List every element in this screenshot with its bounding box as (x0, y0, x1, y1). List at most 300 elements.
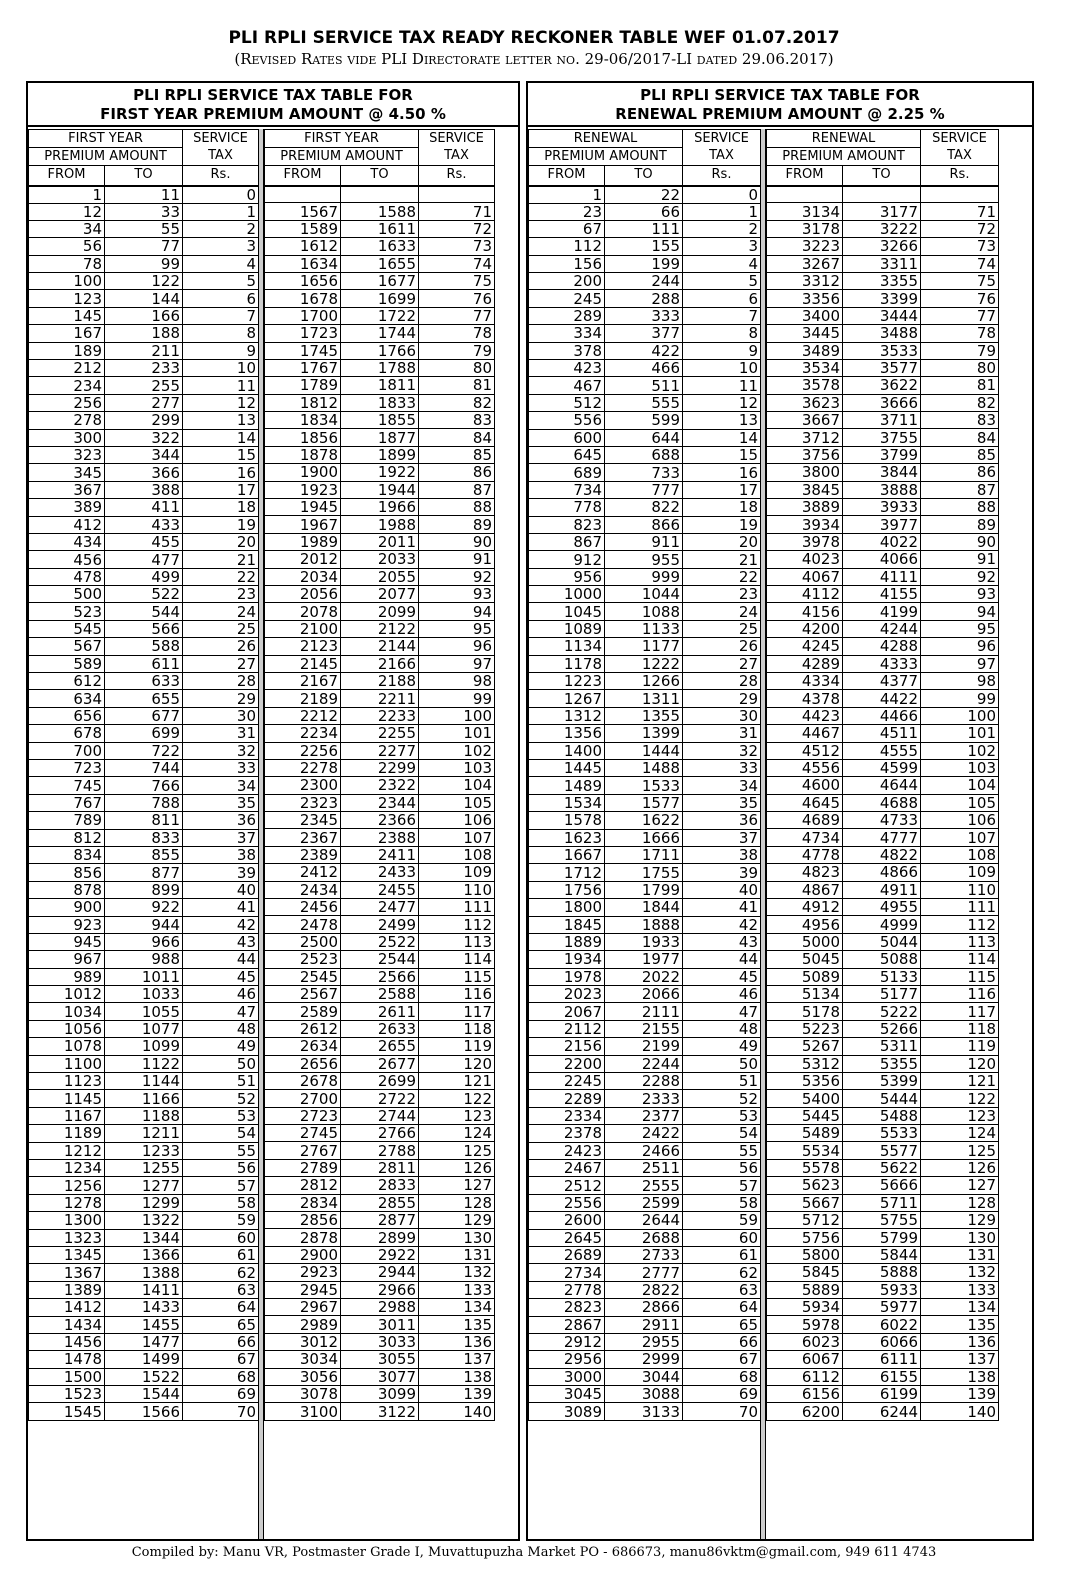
table-row (265, 481, 495, 498)
table-row (265, 1090, 495, 1107)
table-row (529, 568, 761, 585)
table-row (529, 1299, 761, 1316)
to-cell: 6199 (843, 1385, 921, 1402)
table-row (29, 846, 259, 863)
to-cell: 3888 (843, 481, 921, 498)
to-cell: 2733 (605, 1246, 683, 1263)
from-cell: 212 (29, 360, 105, 377)
to-cell: 2455 (341, 881, 419, 898)
from-cell: 2345 (265, 812, 341, 829)
from-cell: 923 (29, 916, 105, 933)
tax-cell: 125 (419, 1142, 495, 1159)
table-row (265, 1142, 495, 1159)
from-cell: 4378 (767, 690, 843, 707)
tax-cell: 46 (683, 986, 761, 1003)
table-row (767, 516, 999, 533)
from-cell: 1656 (265, 272, 341, 289)
table-row (265, 1281, 495, 1298)
to-cell: 166 (105, 307, 183, 324)
tax-cell: 24 (683, 603, 761, 620)
table-row (767, 603, 999, 620)
to-cell: 2811 (341, 1159, 419, 1176)
table-row (265, 603, 495, 620)
tax-cell: 96 (921, 638, 999, 655)
table-row (767, 1229, 999, 1246)
tax-cell: 122 (419, 1090, 495, 1107)
from-cell: 23 (529, 203, 605, 220)
from-cell: 1745 (265, 342, 341, 359)
from-cell: 2289 (529, 1090, 605, 1107)
tax-cell: 123 (921, 1107, 999, 1124)
from-cell: 3267 (767, 255, 843, 272)
to-cell: 955 (605, 551, 683, 568)
tax-cell: 104 (419, 777, 495, 794)
tax-cell: 68 (683, 1368, 761, 1385)
to-cell: 3311 (843, 255, 921, 272)
from-cell: 1234 (29, 1159, 105, 1176)
to-cell: 2055 (341, 568, 419, 585)
table-row (265, 1072, 495, 1089)
table-row (265, 777, 495, 794)
table-row (29, 1368, 259, 1385)
tax-cell: 131 (419, 1246, 495, 1263)
to-cell: 1577 (605, 794, 683, 811)
to-cell: 1366 (105, 1246, 183, 1263)
table-row (529, 429, 761, 446)
to-cell: 822 (605, 499, 683, 516)
table-row (29, 586, 259, 603)
from-cell: 3623 (767, 394, 843, 411)
from-cell: 100 (29, 273, 105, 290)
to-cell: 1266 (605, 673, 683, 690)
renewal-table-a (528, 129, 761, 1421)
from-cell: 2112 (529, 1020, 605, 1037)
tax-cell: 108 (921, 846, 999, 863)
tax-cell: 27 (183, 655, 259, 672)
tax-cell: 131 (921, 1246, 999, 1263)
table-row (767, 812, 999, 829)
first-year-heading-line2: FIRST YEAR PREMIUM AMOUNT @ 4.50 % (100, 105, 446, 123)
from-cell: 456 (29, 551, 105, 568)
from-header: FROM (29, 166, 105, 186)
tax-cell: 116 (921, 985, 999, 1002)
table-row (29, 1107, 259, 1124)
table-row (767, 359, 999, 376)
table-row (265, 690, 495, 707)
from-cell: 834 (29, 846, 105, 863)
from-cell: 1045 (529, 603, 605, 620)
tax-cell: 79 (419, 342, 495, 359)
from-cell: 4734 (767, 829, 843, 846)
renewal-heading-line2: RENEWAL PREMIUM AMOUNT @ 2.25 % (615, 105, 945, 123)
from-cell: 989 (29, 968, 105, 985)
to-cell: 2122 (341, 620, 419, 637)
from-cell: 4556 (767, 759, 843, 776)
from-cell: 5356 (767, 1072, 843, 1089)
to-cell: 2477 (341, 899, 419, 916)
from-cell: 12 (29, 203, 105, 220)
from-cell: 4289 (767, 655, 843, 672)
tax-cell: 80 (419, 359, 495, 376)
from-cell: 245 (529, 290, 605, 307)
to-cell: 1322 (105, 1212, 183, 1229)
table-row (529, 1229, 761, 1246)
table-row (265, 238, 495, 255)
from-cell: 2512 (529, 1177, 605, 1194)
tax-cell: 66 (683, 1333, 761, 1350)
table-row (29, 1055, 259, 1072)
table-row (29, 1020, 259, 1037)
tax-cell: 35 (183, 794, 259, 811)
tax-cell: 14 (683, 429, 761, 446)
table-row (767, 203, 999, 220)
tax-cell: 119 (921, 1038, 999, 1055)
to-cell: 388 (105, 481, 183, 498)
to-cell: 1744 (341, 325, 419, 342)
tax-cell: 62 (183, 1264, 259, 1281)
to-cell: 2566 (341, 968, 419, 985)
table-row (29, 1038, 259, 1055)
from-cell: 4867 (767, 881, 843, 898)
table-row (529, 290, 761, 307)
to-cell: 1699 (341, 290, 419, 307)
tax-cell: 84 (921, 429, 999, 446)
table-row (29, 707, 259, 724)
to-cell: 288 (605, 290, 683, 307)
to-cell: 1977 (605, 951, 683, 968)
tax-cell: 6 (183, 290, 259, 307)
table-row (767, 481, 999, 498)
from-cell: 867 (529, 533, 605, 550)
from-cell: 767 (29, 794, 105, 811)
to-cell: 3755 (843, 429, 921, 446)
to-cell: 3222 (843, 220, 921, 237)
to-cell: 2966 (341, 1281, 419, 1298)
premium-header: RENEWAL (529, 130, 683, 148)
from-cell: 2467 (529, 1159, 605, 1176)
to-cell: 4911 (843, 881, 921, 898)
table-row (767, 499, 999, 516)
tax-cell: 76 (419, 290, 495, 307)
tax-cell: 124 (921, 1125, 999, 1142)
to-cell: 1311 (605, 690, 683, 707)
to-cell: 2544 (341, 951, 419, 968)
to-cell: 1077 (105, 1020, 183, 1037)
tax-cell: 121 (921, 1072, 999, 1089)
from-cell: 1256 (29, 1177, 105, 1194)
table-row (529, 794, 761, 811)
table-row (767, 551, 999, 568)
to-cell: 2011 (341, 533, 419, 550)
to-cell: 4555 (843, 742, 921, 759)
tax-cell: 117 (419, 1003, 495, 1020)
from-cell: 1934 (529, 951, 605, 968)
to-cell: 5088 (843, 951, 921, 968)
from-cell: 2300 (265, 777, 341, 794)
table-row (265, 394, 495, 411)
table-row (265, 951, 495, 968)
table-row (29, 725, 259, 742)
to-cell: 1622 (605, 812, 683, 829)
to-cell: 1444 (605, 742, 683, 759)
to-cell: 3044 (605, 1368, 683, 1385)
tax-cell: 87 (419, 481, 495, 498)
to-cell: 1588 (341, 203, 419, 220)
from-cell: 1034 (29, 1003, 105, 1020)
tax-cell: 17 (683, 481, 761, 498)
to-cell: 3266 (843, 238, 921, 255)
renewal-table-part-2 (766, 129, 999, 1421)
tax-cell: 100 (419, 707, 495, 724)
to-cell: 5488 (843, 1107, 921, 1124)
from-cell: 2656 (265, 1055, 341, 1072)
tax-cell: 134 (921, 1299, 999, 1316)
to-cell: 2022 (605, 968, 683, 985)
tax-cell: 76 (921, 290, 999, 307)
to-cell: 1455 (105, 1316, 183, 1333)
to-cell: 466 (605, 360, 683, 377)
tax-cell: 83 (921, 412, 999, 429)
tax-cell: 75 (921, 272, 999, 289)
tax-cell: 6 (683, 290, 761, 307)
to-cell: 1399 (605, 725, 683, 742)
from-cell: 700 (29, 742, 105, 759)
table-row (265, 1212, 495, 1229)
tax-cell: 96 (419, 638, 495, 655)
tax-cell: 95 (419, 620, 495, 637)
from-cell: 2367 (265, 829, 341, 846)
from-cell: 2812 (265, 1177, 341, 1194)
from-cell: 2556 (529, 1194, 605, 1211)
table-row (529, 1020, 761, 1037)
tax-cell: 50 (183, 1055, 259, 1072)
tax-cell: 8 (183, 325, 259, 342)
table-row (29, 742, 259, 759)
to-cell: 1188 (105, 1107, 183, 1124)
table-row (29, 1229, 259, 1246)
to-cell: 77 (105, 238, 183, 255)
table-row (29, 481, 259, 498)
to-cell: 5222 (843, 1003, 921, 1020)
from-cell: 1300 (29, 1212, 105, 1229)
table-row (529, 899, 761, 916)
to-cell: 4688 (843, 794, 921, 811)
from-cell: 423 (529, 360, 605, 377)
from-cell: 2700 (265, 1090, 341, 1107)
from-cell: 856 (29, 864, 105, 881)
from-cell: 600 (529, 429, 605, 446)
table-row (265, 1107, 495, 1124)
tax-cell: 14 (183, 429, 259, 446)
from-cell: 678 (29, 725, 105, 742)
table-row (265, 446, 495, 463)
from-cell: 1589 (265, 220, 341, 237)
from-cell: 2778 (529, 1281, 605, 1298)
tax-cell: 13 (683, 412, 761, 429)
table-row (29, 1264, 259, 1281)
table-row (265, 412, 495, 429)
table-row (265, 794, 495, 811)
from-cell: 2900 (265, 1246, 341, 1263)
table-row (529, 220, 761, 237)
from-cell: 1345 (29, 1246, 105, 1263)
tax-cell: 60 (183, 1229, 259, 1246)
table-row (265, 307, 495, 324)
from-cell: 6023 (767, 1333, 843, 1350)
from-cell: 412 (29, 516, 105, 533)
to-cell: 2777 (605, 1264, 683, 1281)
tax-cell: 0 (183, 186, 259, 204)
to-cell: 722 (105, 742, 183, 759)
from-cell: 2723 (265, 1107, 341, 1124)
from-cell: 3934 (767, 516, 843, 533)
tax-cell: 20 (183, 533, 259, 550)
table-row (29, 429, 259, 446)
table-row (529, 1246, 761, 1263)
table-row (265, 933, 495, 950)
to-cell: 2788 (341, 1142, 419, 1159)
to-cell: 1255 (105, 1159, 183, 1176)
to-cell: 2877 (341, 1212, 419, 1229)
table-row (265, 864, 495, 881)
from-cell: 5134 (767, 985, 843, 1002)
tax-cell: 48 (683, 1020, 761, 1037)
from-cell: 6156 (767, 1385, 843, 1402)
from-cell: 1145 (29, 1090, 105, 1107)
tax-cell: 45 (683, 968, 761, 985)
renewal-table-part-1 (528, 129, 761, 1421)
to-cell: 2855 (341, 1194, 419, 1211)
tax-subheader: TAX (921, 148, 999, 166)
from-cell: 1456 (29, 1333, 105, 1350)
to-cell: 5888 (843, 1264, 921, 1281)
table-row (265, 899, 495, 916)
table-row (265, 325, 495, 342)
to-cell: 1544 (105, 1386, 183, 1403)
from-cell: 1445 (529, 760, 605, 777)
tax-cell: 92 (419, 568, 495, 585)
tax-cell: 69 (683, 1386, 761, 1403)
table-row (767, 1159, 999, 1176)
from-cell (265, 186, 341, 203)
to-cell: 344 (105, 446, 183, 463)
table-row (265, 1003, 495, 1020)
to-cell: 499 (105, 568, 183, 585)
table-row (767, 412, 999, 429)
tax-cell: 23 (683, 586, 761, 603)
from-cell: 2645 (529, 1229, 605, 1246)
tax-cell: 120 (921, 1055, 999, 1072)
table-row (29, 464, 259, 481)
tax-header: SERVICE (921, 130, 999, 148)
tax-cell: 112 (921, 916, 999, 933)
from-cell: 1845 (529, 916, 605, 933)
to-cell: 1533 (605, 777, 683, 794)
tax-cell: 139 (921, 1385, 999, 1402)
to-cell: 2988 (341, 1299, 419, 1316)
to-cell: 99 (105, 255, 183, 272)
from-cell: 2200 (529, 1055, 605, 1072)
tax-cell: 103 (419, 759, 495, 776)
to-cell: 5177 (843, 985, 921, 1002)
tax-cell: 84 (419, 429, 495, 446)
to-cell: 1166 (105, 1090, 183, 1107)
tax-cell: 49 (183, 1038, 259, 1055)
tax-cell: 29 (683, 690, 761, 707)
to-cell: 4244 (843, 620, 921, 637)
table-row (767, 568, 999, 585)
tax-cell: 87 (921, 481, 999, 498)
from-cell: 1623 (529, 829, 605, 846)
table-row (529, 464, 761, 481)
to-cell: 788 (105, 794, 183, 811)
tax-cell: 59 (683, 1212, 761, 1229)
to-cell: 1211 (105, 1125, 183, 1142)
from-cell: 3889 (767, 499, 843, 516)
from-cell: 2212 (265, 707, 341, 724)
from-cell: 2989 (265, 1316, 341, 1333)
to-cell: 3488 (843, 325, 921, 342)
to-cell: 1388 (105, 1264, 183, 1281)
table-row (265, 1299, 495, 1316)
first-year-table-b (264, 129, 495, 1421)
tax-cell: 67 (183, 1351, 259, 1368)
tax-cell: 93 (921, 585, 999, 602)
from-cell: 2767 (265, 1142, 341, 1159)
to-cell: 2677 (341, 1055, 419, 1072)
from-cell: 3100 (265, 1403, 341, 1420)
from-cell: 2878 (265, 1229, 341, 1246)
rs-header: Rs. (183, 166, 259, 186)
table-row (767, 672, 999, 689)
tax-cell: 46 (183, 986, 259, 1003)
to-cell: 4733 (843, 812, 921, 829)
table-row (529, 516, 761, 533)
to-cell: 3666 (843, 394, 921, 411)
from-cell: 1545 (29, 1403, 105, 1420)
tax-cell: 58 (183, 1194, 259, 1211)
from-cell: 656 (29, 707, 105, 724)
to-cell: 1522 (105, 1368, 183, 1385)
from-cell: 1967 (265, 516, 341, 533)
table-row (529, 1142, 761, 1159)
to-cell: 2099 (341, 603, 419, 620)
from-cell: 67 (529, 220, 605, 237)
tax-cell: 138 (921, 1368, 999, 1385)
from-cell: 1856 (265, 429, 341, 446)
to-cell: 3088 (605, 1386, 683, 1403)
to-cell: 911 (605, 533, 683, 550)
from-cell: 1523 (29, 1386, 105, 1403)
from-cell: 4067 (767, 568, 843, 585)
to-cell: 3177 (843, 203, 921, 220)
tax-cell: 30 (683, 707, 761, 724)
tax-cell: 113 (921, 933, 999, 950)
from-cell: 1978 (529, 968, 605, 985)
table-row (29, 1212, 259, 1229)
table-row (767, 1177, 999, 1194)
tax-cell: 36 (683, 812, 761, 829)
tax-cell: 119 (419, 1038, 495, 1055)
tax-cell: 95 (921, 620, 999, 637)
from-cell: 5712 (767, 1212, 843, 1229)
to-cell: 1833 (341, 394, 419, 411)
to-cell: 244 (605, 273, 683, 290)
tax-cell: 22 (683, 568, 761, 585)
table-row (29, 777, 259, 794)
to-cell: 2344 (341, 794, 419, 811)
from-cell: 3045 (529, 1386, 605, 1403)
